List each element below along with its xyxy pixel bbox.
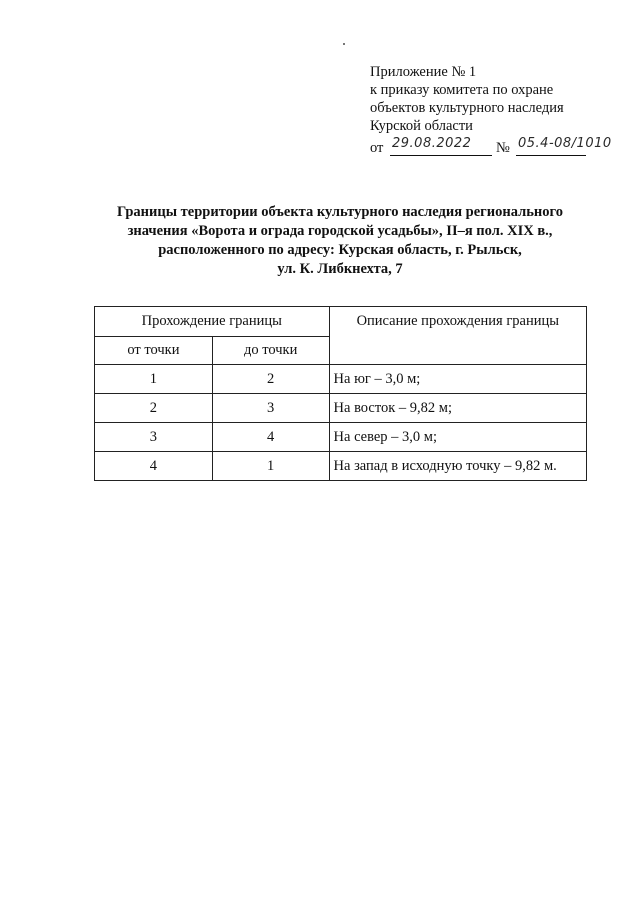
header-from-point: от точки bbox=[95, 337, 213, 365]
number-underline bbox=[516, 155, 586, 156]
date-underline bbox=[390, 155, 492, 156]
cell-to-point: 2 bbox=[212, 365, 329, 394]
cell-description: На юг – 3,0 м; bbox=[329, 365, 586, 394]
cell-to-point: 1 bbox=[212, 452, 329, 481]
table-row bbox=[95, 365, 587, 394]
cell-from-point: 1 bbox=[95, 365, 213, 394]
header-boundary-passage: Прохождение границы bbox=[95, 307, 330, 337]
title-line-4: ул. К. Либкнехта, 7 bbox=[277, 261, 403, 277]
order-number: 05.4-08/1010 bbox=[518, 136, 612, 151]
header-boundary-description: Описание прохождения границы bbox=[329, 307, 586, 365]
appendix-header bbox=[370, 63, 612, 157]
header-to-point: до точки bbox=[212, 337, 329, 365]
title-line-1: Границы территории объекта культурного наследия регионального bbox=[117, 204, 563, 220]
cell-from-point: 2 bbox=[95, 394, 213, 423]
cell-description: На запад в исходную точку – 9,82 м. bbox=[329, 452, 586, 481]
table-row bbox=[95, 452, 587, 481]
scan-dot bbox=[343, 43, 345, 45]
cell-from-point: 4 bbox=[95, 452, 213, 481]
title-line-2: значения «Ворота и ограда городской усадьбы», II–я пол. XIX в., bbox=[127, 223, 553, 239]
appendix-line-2: к приказу комитета по охране bbox=[370, 82, 554, 98]
order-date: 29.08.2022 bbox=[392, 136, 472, 151]
table-row bbox=[95, 423, 587, 452]
cell-to-point: 4 bbox=[212, 423, 329, 452]
appendix-line-3: объектов культурного наследия bbox=[370, 100, 564, 116]
order-date-number-line bbox=[370, 135, 612, 157]
cell-description: На восток – 9,82 м; bbox=[329, 394, 586, 423]
document-title bbox=[90, 203, 590, 279]
cell-description: На север – 3,0 м; bbox=[329, 423, 586, 452]
from-label: от bbox=[370, 140, 384, 156]
title-line-3: расположенного по адресу: Курская область, г. Рыльск, bbox=[158, 242, 522, 258]
cell-to-point: 3 bbox=[212, 394, 329, 423]
appendix-line-4: Курской области bbox=[370, 118, 473, 134]
cell-from-point: 3 bbox=[95, 423, 213, 452]
number-label: № bbox=[496, 140, 510, 156]
boundary-table bbox=[94, 306, 587, 481]
appendix-line-1: Приложение № 1 bbox=[370, 64, 477, 80]
table-row bbox=[95, 394, 587, 423]
